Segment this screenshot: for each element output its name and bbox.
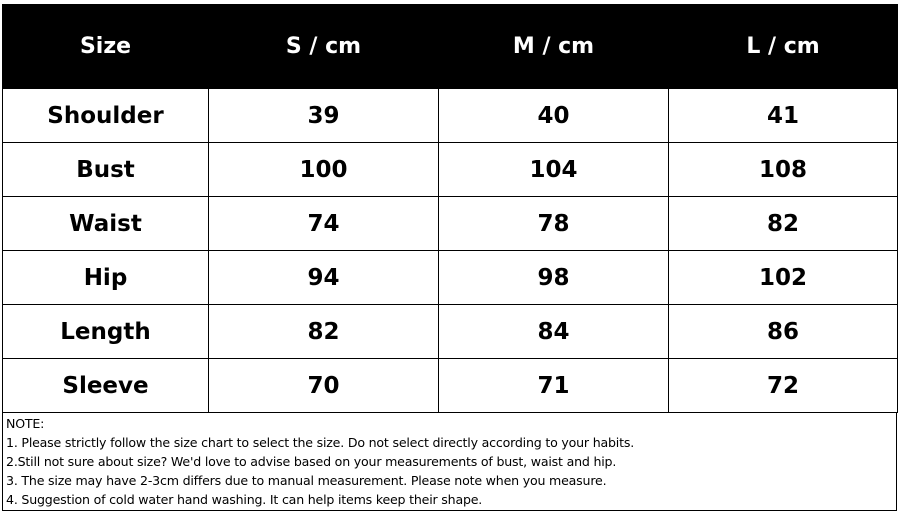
row-label: Hip	[3, 251, 209, 305]
size-chart	[2, 4, 897, 514]
cell-value: 100	[209, 143, 439, 197]
header-size: Size	[3, 5, 209, 89]
row-label: Waist	[3, 197, 209, 251]
note-line: 1. Please strictly follow the size chart to select the size. Do not select directly according to your habits.	[6, 435, 635, 450]
cell-value: 70	[209, 359, 439, 413]
header-s: S / cm	[209, 5, 439, 89]
row-label: Bust	[3, 143, 209, 197]
cell-value: 82	[209, 305, 439, 359]
note-line: 2.Still not sure about size? We'd love to advise based on your measurements of bust, waist and hip.	[6, 454, 617, 469]
cell-value: 39	[209, 89, 439, 143]
table-row	[3, 89, 898, 143]
cell-value: 72	[669, 359, 898, 413]
cell-value: 98	[439, 251, 669, 305]
cell-value: 108	[669, 143, 898, 197]
cell-value: 41	[669, 89, 898, 143]
cell-value: 94	[209, 251, 439, 305]
cell-value: 82	[669, 197, 898, 251]
row-label: Sleeve	[3, 359, 209, 413]
cell-value: 74	[209, 197, 439, 251]
header-m: M / cm	[439, 5, 669, 89]
header-l: L / cm	[669, 5, 898, 89]
table-row	[3, 197, 898, 251]
table-row	[3, 359, 898, 413]
note-line: 4. Suggestion of cold water hand washing. It can help items keep their shape.	[6, 492, 483, 507]
notes-box	[2, 413, 897, 511]
cell-value: 86	[669, 305, 898, 359]
table-row	[3, 251, 898, 305]
cell-value: 40	[439, 89, 669, 143]
cell-value: 71	[439, 359, 669, 413]
note-line: 3. The size may have 2-3cm differs due to manual measurement. Please note when you measure.	[6, 473, 607, 488]
size-table	[2, 4, 898, 413]
table-row	[3, 305, 898, 359]
row-label: Length	[3, 305, 209, 359]
notes-title: NOTE:	[6, 416, 45, 431]
cell-value: 78	[439, 197, 669, 251]
cell-value: 104	[439, 143, 669, 197]
table-row	[3, 143, 898, 197]
cell-value: 102	[669, 251, 898, 305]
row-label: Shoulder	[3, 89, 209, 143]
header-row	[3, 5, 898, 89]
cell-value: 84	[439, 305, 669, 359]
